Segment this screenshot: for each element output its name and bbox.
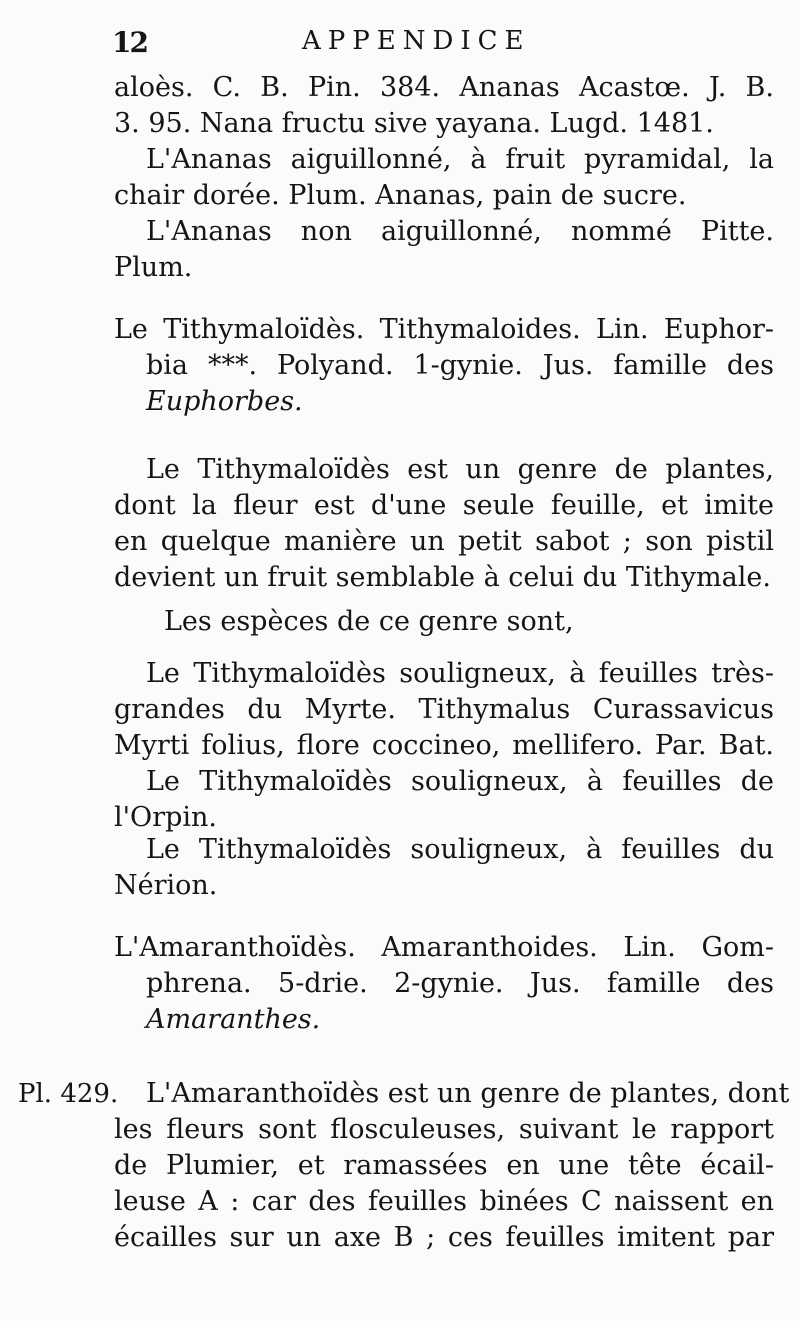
text-line: Le Tithymaloïdès souligneux, à feuilles du (146, 834, 774, 865)
text-line: Amaranthes. (146, 1004, 321, 1035)
text-line: Les espèces de ce genre sont, (164, 606, 574, 637)
running-header (112, 22, 772, 62)
text-line: Le Tithymaloïdès souligneux, à feuilles très- (146, 658, 774, 689)
text-line: Nérion. (114, 870, 218, 901)
text-line: les fleurs sont flosculeuses, suivant le rapport (114, 1114, 774, 1145)
plate-reference: Pl. 429. (18, 1079, 119, 1109)
text-line: Plum. (114, 252, 193, 283)
text-line: L'Ananas non aiguillonné, nommé Pitte. (146, 216, 774, 247)
text-line: 3. 95. Nana fructu sive yayana. Lugd. 1481. (114, 108, 714, 139)
text-line: Euphorbes. (146, 386, 303, 417)
page-number: 12 (112, 26, 147, 59)
text-line: Le Tithymaloïdès est un genre de plantes, (146, 454, 774, 485)
text-line: phrena. 5-drie. 2-gynie. Jus. famille des (146, 968, 774, 999)
text-line: L'Amaranthoïdès est un genre de plantes, dont (146, 1078, 790, 1109)
text-line: bia ***. Polyand. 1-gynie. Jus. famille des (146, 350, 774, 381)
entry-heading-tithymaloides: Le Tithymaloïdès. Tithymaloides. Lin. Euphor- (114, 314, 774, 345)
text-line: Le Tithymaloïdès souligneux, à feuilles de (146, 766, 774, 797)
text-line: Myrti folius, flore coccineo, mellifero. Par. Bat. (114, 730, 774, 761)
text-line: en quelque manière un petit sabot ; son pistil (114, 526, 774, 557)
text-line: écailles sur un axe B ; ces feuilles imitent par (114, 1222, 774, 1253)
text-line: devient un fruit semblable à celui du Tithymale. (114, 562, 771, 593)
text-line: grandes du Myrte. Tithymalus Curassavicus (114, 694, 774, 725)
text-line: chair dorée. Plum. Ananas, pain de sucre. (114, 180, 687, 211)
text-line: leuse A : car des feuilles binées C naissent en (114, 1186, 774, 1217)
text-line: L'Ananas aiguillonné, à fruit pyramidal, la (146, 144, 774, 175)
text-line: de Plumier, et ramassées en une tête écail- (114, 1150, 774, 1181)
text-line: dont la fleur est d'une seule feuille, et imite (114, 490, 774, 521)
entry-heading-amaranthoides: L'Amaranthoïdès. Amaranthoides. Lin. Gom- (114, 932, 774, 963)
running-title: APPENDICE (302, 26, 531, 56)
text-line: l'Orpin. (114, 802, 217, 833)
text-line: aloès. C. B. Pin. 384. Ananas Acastœ. J. B. (114, 72, 774, 103)
